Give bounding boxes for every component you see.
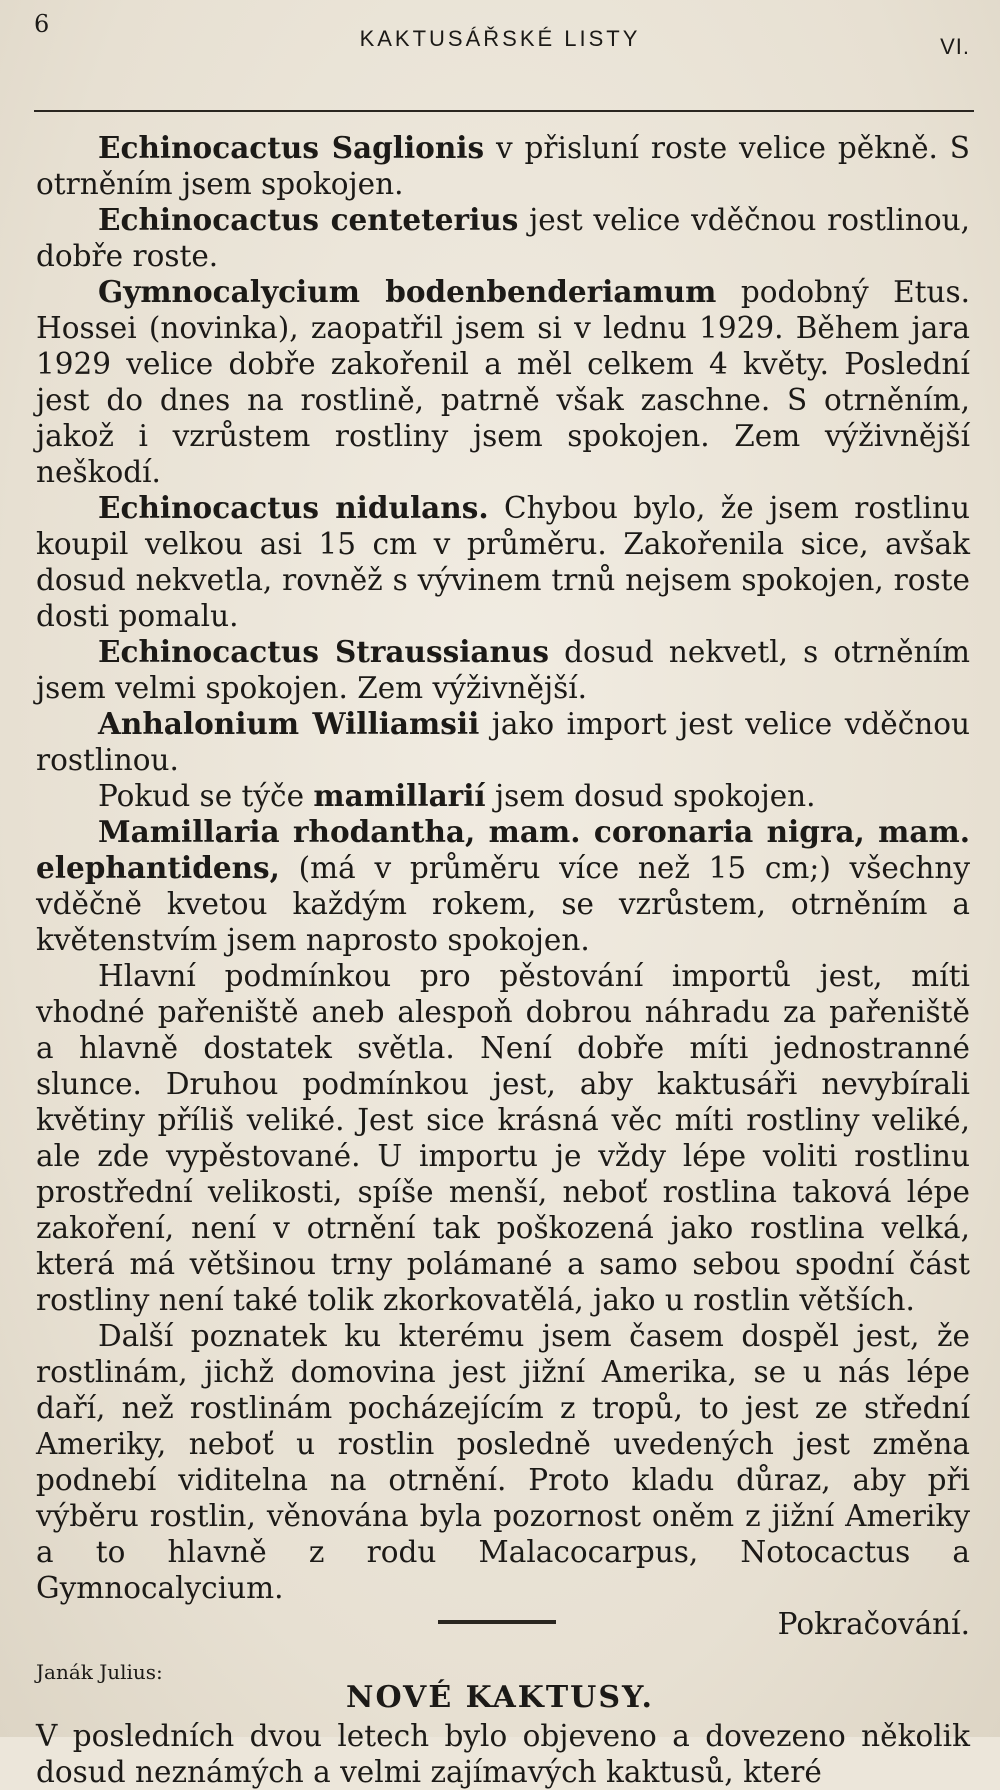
paragraph [36, 490, 970, 634]
article-title: NOVÉ KAKTUSY. [346, 1680, 654, 1715]
continuation-note: Pokračování. [777, 1607, 970, 1641]
page-number: 6 [34, 10, 50, 38]
paragraph [36, 1318, 970, 1606]
paragraph-text: jako import jest velice vděčnou rostlinou. [36, 707, 970, 777]
paragraph-text: podobný Etus. Hossei (novinka), zaopatřil jsem si v lednu 1929. Během jara 1929 velice dobře zakořenil a měl celkem 4 květy. Poslední jest do dnes na rostlině, patrně však zaschne. S otrněním, jakož i vzrůstem rostliny jsem spokojen. Zem výživnější neškodí. [36, 275, 971, 489]
species-name: Gymnocalycium bodenbenderiamum [98, 274, 717, 309]
paragraph-text: jsem dosud spokojen. [485, 779, 816, 813]
volume-number: VI. [940, 34, 970, 59]
species-name: Echinocactus centeterius [98, 202, 519, 237]
paragraph-text: Hlavní podmínkou pro pěstování importů jest, míti vhodné pařeniště aneb alespoň dobrou náhradu za pařeniště a hlavně dostatek světla. Není dobře míti jednostranné slunce. Druhou podmínkou jest, aby kaktusáři nevybírali květiny příliš veliké. Jest sice krásná věc míti rostliny veliké, ale zde vypěstované. U importu je vždy lépe voliti rostlinu prostřední velikosti, spíše menší, neboť rostlina taková lépe zakoření, není v otrnění tak poškozená jako rostlina velká, která má většinou trny polámané a samo sebou spodní část rostliny není také tolik zkorkovatělá, jako u rostlin větších. [36, 959, 970, 1317]
running-title: KAKTUSÁŘSKÉ LISTY [359, 26, 641, 51]
article-intro: V posledních dvou letech bylo objeveno a dovezeno několik dosud neznámých a velmi zajímavých kaktusů, které [36, 1719, 970, 1789]
species-name: Echinocactus Straussianus [98, 634, 550, 669]
species-name: Mamillaria rhodantha, mam. coronaria nigra, mam. elephantidens, [36, 814, 970, 885]
article-body [36, 130, 970, 1642]
species-name: Anhalonium Williamsii [98, 706, 480, 741]
author-name: Janák Julius: [36, 1660, 163, 1684]
paragraph [36, 274, 970, 490]
paragraph-text: Další poznatek ku kterému jsem časem dospěl jest, že rostlinám, jichž domovina jest jižní Amerika, se u nás lépe daří, než rostlinám pocházejícím z tropů, to jest ze střední Ameriky, neboť u rostlin posledně uvedených jest změna podnebí viditelna na otrnění. Proto kladu důraz, aby při výběru rostlin, věnována byla pozornost oněm z jižní Ameriky a to hlavně z rodu Malacocarpus, Notocactus a Gymnocalycium. [36, 1319, 970, 1605]
paragraph-text: (má v průměru více než 15 cm;) všechny vděčně kvetou každým rokem, se vzrůstem, otrněním a květenstvím jsem naprosto spokojen. [36, 851, 970, 957]
paragraph-text: dosud nekvetl, s otrněním jsem velmi spokojen. Zem výživnější. [36, 635, 970, 705]
section-divider [438, 1620, 556, 1624]
paragraph [36, 202, 970, 274]
paragraph [36, 706, 970, 778]
paragraph-text: jest velice vděčnou rostlinou, dobře roste. [36, 203, 971, 273]
paragraph [36, 778, 970, 814]
paragraph [36, 958, 970, 1318]
paragraph-text: Chybou bylo, že jsem rostlinu koupil velkou asi 15 cm v průměru. Zakořenila sice, avšak dosud nekvetla, rovněž s vývinem trnů nejsem spokojen, roste dosti pomalu. [36, 491, 970, 633]
paragraph [36, 814, 970, 958]
paragraph-text: v přisluní roste velice pěkně. S otrněním jsem spokojen. [36, 131, 971, 201]
header-rule [34, 110, 974, 112]
paragraph-text: Pokud se týče [98, 779, 314, 813]
species-name: Echinocactus Saglionis [98, 130, 485, 165]
species-name: Echinocactus nidulans. [98, 490, 489, 525]
species-name: mamillarií [313, 778, 486, 813]
paragraph [36, 634, 970, 706]
paragraph [36, 130, 970, 202]
